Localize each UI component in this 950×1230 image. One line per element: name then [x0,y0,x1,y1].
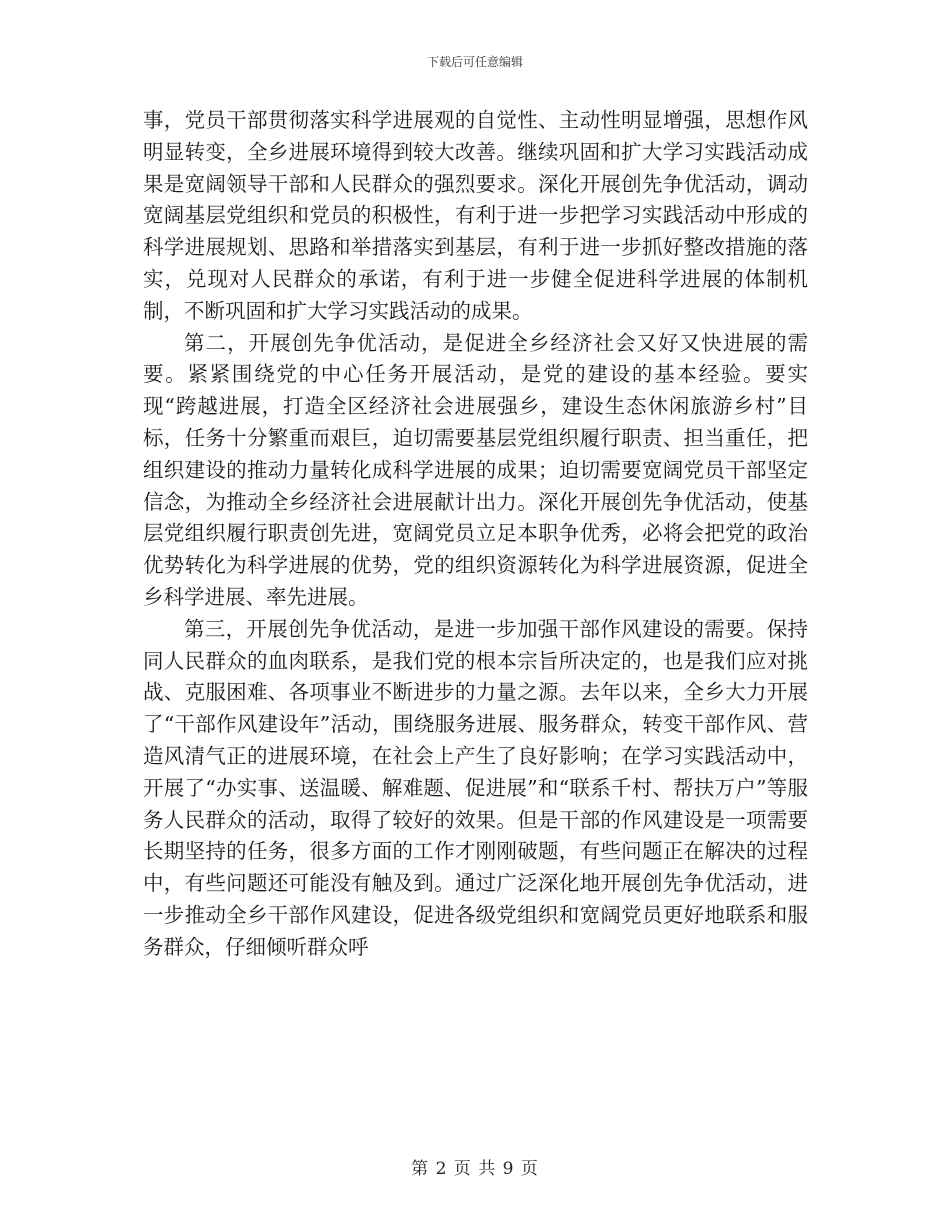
paragraph-3: 第三，开展创先争优活动，是进一步加强干部作风建设的需要。保持同人民群众的血肉联系，是我们党的根本宗旨所决定的，也是我们应对挑战、克服困难、各项事业不断进步的力量之源。去年以来，全乡大力开展了“干部作风建设年”活动，围绕服务进展、服务群众，转变干部作风、营造风清气正的进展环境，在社会上产生了良好影响；在学习实践活动中，开展了“办实事、送温暖、解难题、促进展”和“联系千村、帮扶万户”等服务人民群众的活动，取得了较好的效果。但是干部的作风建设是一项需要长期坚持的任务，很多方面的工作才刚刚破题，有些问题正在解决的过程中，有些问题还可能没有触及到。通过广泛深化地开展创先争优活动，进一步推动全乡干部作风建设，促进各级党组织和宽阔党员更好地联系和服务群众，仔细倾听群众呼 [143,616,808,959]
paragraph-1: 事，党员干部贯彻落实科学进展观的自觉性、主动性明显增强，思想作风明显转变，全乡进展环境得到较大改善。继续巩固和扩大学习实践活动成果是宽阔领导干部和人民群众的强烈要求。深化开展创先争优活动，调动宽阔基层党组织和党员的积极性，有利于进一步把学习实践活动中形成的科学进展规划、思路和举措落实到基层，有利于进一步抓好整改措施的落实，兑现对人民群众的承诺，有利于进一步健全促进科学进展的体制机制，不断巩固和扩大学习实践活动的成果。 [143,108,808,323]
document-body [143,105,808,964]
paragraph-2: 第二，开展创先争优活动，是促进全乡经济社会又好又快进展的需要。紧紧围绕党的中心任务开展活动，是党的建设的基本经验。要实现“跨越进展，打造全区经济社会进展强乡，建设生态休闲旅游乡村”目标，任务十分繁重而艰巨，迫切需要基层党组织履行职责、担当重任，把组织建设的推动力量转化成科学进展的成果；迫切需要宽阔党员干部坚定信念，为推动全乡经济社会进展献计出力。深化开展创先争优活动，使基层党组织履行职责创先进，宽阔党员立足本职争优秀，必将会把党的政治优势转化为科学进展的优势，党的组织资源转化为科学进展资源，促进全乡科学进展、率先进展。 [143,330,808,609]
page-header: 下载后可任意编辑 [426,55,523,69]
page-number-footer: 第 2 页 共 9 页 [411,1159,539,1179]
